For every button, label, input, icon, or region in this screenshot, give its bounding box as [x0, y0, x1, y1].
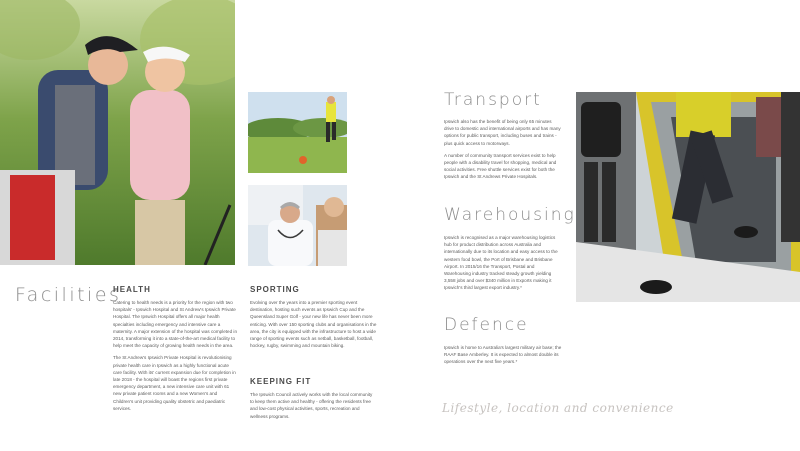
sporting-paragraph: Evolving over the years into a premier sporting event destination, hosting such events as Ipswich Cup and the Queensland Super Golf - your new life has never been more enticing. With over 150 sporting clubs and organisations in the area, the city is equipped with the infrastructure to host a wide range of sporting events such as netball, basketball, football, hockey, rugby, swimming and mountain biking.	[250, 300, 377, 349]
transport-paragraph-2: A number of community transport services exist to help people with a disability travel for shopping, medical and social activities. Free shuttle services exist for both the Ipswich and the St Andrews Private Hospitals.	[444, 152, 557, 180]
train-photo	[576, 92, 800, 302]
sporting-body	[250, 299, 377, 354]
warehousing-heading: Warehousing	[444, 205, 576, 225]
warehousing-paragraph: Ipswich is recognised as a major warehousing logistics hub for product distribution across Australia and internationally due to its location and easy access to the western food bowl, the Port of Brisbane and Brisbane Airport. In 2015/16 the Transport, Postal and Warehousing industry tracked steady growth yielding 3,558 jobs and over $340 million in Exports making it Ipswich's third largest export industry.*	[444, 235, 558, 291]
soccer-photo	[248, 92, 347, 173]
tagline: Lifestyle, location and convenience	[442, 401, 674, 415]
health-paragraph-1: Catering to health needs is a priority for the region with two hospitals' - Ipswich Hospital and St Andrew's Ipswich Private Hospital. The Ipswich Hospital offers all major health specialties including emergency and intensive care a maternity. A major extension of the hospital was completed in 2014, transforming it into a state-of-the-art medical facility to help meet the capacity of growing health needs in the area.	[113, 300, 238, 349]
transport-body	[444, 118, 562, 186]
keeping-fit-heading: KEEPING FIT	[250, 377, 312, 386]
transport-heading: Transport	[444, 90, 542, 110]
defence-heading: Defence	[444, 315, 529, 335]
sporting-heading: SPORTING	[250, 285, 300, 294]
warehousing-body	[444, 234, 562, 297]
facilities-title: Facilities	[15, 284, 122, 306]
health-paragraph-2: The St Andrew's Ipswich Private Hospital is revolutionising private health care in Ipswich as a highly functional acute care facility. With its' current expansion due for completion in late 2018 - the hospital will boast the regions first private emergency department, a new intensive care unit with 61 new private patient rooms and a new Women's and Children's unit providing quality obstetric and paediatric services.	[113, 355, 236, 411]
transport-paragraph-1: Ipswich also has the benefit of being only 65 minutes drive to domestic and international airports and has many options for public transport, including buses and trains - plus quick access to motorways.	[444, 119, 561, 146]
health-body	[113, 299, 238, 417]
health-heading: HEALTH	[113, 285, 151, 294]
golf-couple-photo	[0, 0, 235, 265]
defence-body	[444, 344, 562, 371]
doctor-photo	[248, 185, 347, 266]
defence-paragraph: Ipswich is home to Australia's largest military air base; the RAAF Base Amberley. It is expected to almost double its operations over the next five years.*	[444, 345, 562, 365]
keeping-fit-body	[250, 391, 377, 425]
keeping-fit-paragraph: The Ipswich Council actively works with the local community to keep them active and healthy - offering the residents free and low-cost physical activities, sports, recreation and wellness programs.	[250, 392, 373, 419]
